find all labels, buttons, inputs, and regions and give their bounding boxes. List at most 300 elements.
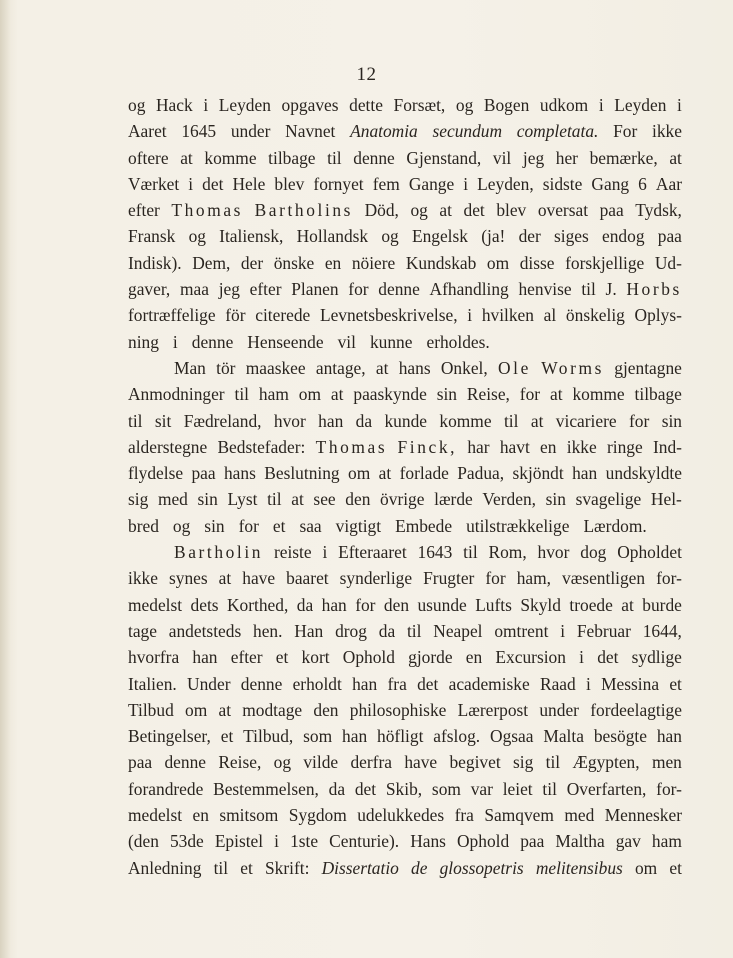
word: sydlige xyxy=(631,647,682,668)
word: skjöndt xyxy=(512,463,564,484)
word: at xyxy=(218,568,232,589)
word: Gjenstand, xyxy=(406,147,482,168)
word: medelst xyxy=(128,805,183,826)
word: hvorfra xyxy=(128,647,180,668)
word: Skrift: xyxy=(264,857,310,878)
word: baaret xyxy=(286,568,329,589)
word: denne xyxy=(164,752,206,773)
word: utilstrækkelige xyxy=(466,515,570,536)
word: Excursion xyxy=(495,647,566,668)
word: Onkel, xyxy=(440,357,488,378)
word: Levnetsbeskrivelse, xyxy=(319,305,458,326)
word: men xyxy=(651,752,682,773)
text-line xyxy=(128,802,682,828)
word: Aaret xyxy=(128,121,167,142)
spaced-name: Bartholin xyxy=(174,542,264,563)
word: paaskynde xyxy=(353,384,427,405)
word: Reise, xyxy=(218,752,262,773)
word: til xyxy=(503,410,519,431)
word: paa xyxy=(520,831,545,852)
word: jeg xyxy=(522,147,545,168)
word: Raad xyxy=(539,673,576,694)
word: Bestemmelsen, xyxy=(213,778,319,799)
word: at xyxy=(621,594,634,615)
text-line xyxy=(128,749,682,775)
word: Epistel xyxy=(214,831,264,852)
text-line xyxy=(128,92,682,118)
word: gjentagne xyxy=(614,357,682,378)
italic-word: Anatomia xyxy=(350,121,418,142)
word: ikke xyxy=(128,568,158,589)
spaced-name: Finck, xyxy=(397,436,458,457)
word: i xyxy=(467,305,473,326)
word: Beslutning xyxy=(264,463,340,484)
word: ham xyxy=(258,384,289,405)
word: at xyxy=(330,384,344,405)
word: da xyxy=(328,778,346,799)
word: paa xyxy=(128,752,153,773)
word: Italien. xyxy=(128,673,177,694)
word: dets xyxy=(190,594,219,615)
word: sin xyxy=(545,489,566,510)
word: til xyxy=(267,489,282,510)
word: det xyxy=(463,200,485,221)
spaced-name: Horbs xyxy=(626,279,682,300)
word: det xyxy=(597,647,619,668)
word: til xyxy=(234,384,250,405)
word: Under xyxy=(187,673,231,694)
word: Maltha xyxy=(555,831,605,852)
word: at xyxy=(180,147,193,168)
word: en xyxy=(324,252,342,273)
word: Gange xyxy=(408,173,455,194)
word: at xyxy=(218,699,232,720)
word: sig xyxy=(128,489,149,510)
word: Tydsk, xyxy=(635,200,682,221)
text-line xyxy=(128,223,682,249)
word: Navnet xyxy=(285,121,336,142)
word: en xyxy=(540,436,557,457)
word: den xyxy=(345,489,371,510)
word: det xyxy=(354,778,377,799)
word: Bogen xyxy=(483,95,530,115)
word: kunne xyxy=(369,331,413,352)
word: Embede xyxy=(395,515,453,536)
word: lærde xyxy=(434,489,473,510)
word: antage, xyxy=(315,357,366,378)
word: gjorde xyxy=(408,647,453,668)
word: Ud- xyxy=(654,252,682,273)
word: og xyxy=(172,515,191,536)
word: Tilbud, xyxy=(243,726,294,747)
word: til xyxy=(545,752,561,773)
word: Hans xyxy=(410,831,446,852)
word: ham, xyxy=(516,568,551,589)
word: et xyxy=(669,857,682,878)
word: philosophiske xyxy=(349,699,447,720)
text-line xyxy=(128,855,682,881)
word: ikke xyxy=(651,121,682,142)
word: Fransk xyxy=(128,226,176,247)
word: har xyxy=(467,436,490,457)
word: fra xyxy=(387,673,407,694)
word: maaskee xyxy=(245,357,306,378)
word: Frugter xyxy=(423,568,475,589)
word: synderlige xyxy=(339,568,413,589)
word: medelst xyxy=(128,594,183,615)
word: et xyxy=(240,857,253,878)
word: synes xyxy=(168,568,208,589)
word: opgaves xyxy=(281,95,339,115)
word: sig xyxy=(513,752,534,773)
word: at xyxy=(530,410,544,431)
word: det xyxy=(417,673,439,694)
word: et xyxy=(275,647,289,668)
word: og xyxy=(188,226,206,247)
text-line xyxy=(128,145,682,171)
word: væsentligen xyxy=(562,568,646,589)
word: til xyxy=(213,857,229,878)
word: vilde xyxy=(303,752,339,773)
italic-word: glossopetris xyxy=(439,857,524,878)
word: sin xyxy=(436,384,457,405)
word: Værket xyxy=(128,173,180,194)
word: hvor xyxy=(273,410,306,431)
word: Leyden xyxy=(218,95,271,115)
word: sit xyxy=(154,410,172,431)
word: denne xyxy=(378,279,420,300)
word: under xyxy=(230,121,271,142)
word: Skyld xyxy=(520,594,561,615)
text-line xyxy=(128,434,682,460)
word: blev xyxy=(496,200,527,221)
word: komme xyxy=(439,410,492,431)
word: Opholdet xyxy=(617,542,682,563)
word: at xyxy=(378,463,392,484)
word: i xyxy=(585,673,591,694)
word: til xyxy=(542,778,557,799)
word: erholdt xyxy=(292,673,342,694)
text-line xyxy=(128,539,682,565)
word: Skib, xyxy=(385,778,423,799)
spaced-name: Thomas xyxy=(171,200,244,221)
word: kunde xyxy=(384,410,427,431)
word: om xyxy=(298,384,322,405)
body-text xyxy=(128,92,682,881)
word: i xyxy=(203,95,209,115)
word: önskelig xyxy=(565,305,625,326)
word: Han xyxy=(294,620,324,641)
word: med xyxy=(157,489,188,510)
text-line xyxy=(128,565,682,591)
word: Afhandling xyxy=(429,279,509,300)
spaced-name: Bartholins xyxy=(254,200,354,221)
word: hans xyxy=(398,357,431,378)
word: have xyxy=(404,752,438,773)
word: han xyxy=(321,594,347,615)
text-line xyxy=(128,329,682,355)
word: i xyxy=(188,173,194,194)
page-gutter-shadow xyxy=(0,0,10,958)
text-line xyxy=(128,460,682,486)
word: der xyxy=(240,252,264,273)
word: efter xyxy=(249,279,282,300)
word: al xyxy=(543,305,557,326)
word: vil xyxy=(337,331,356,352)
word: bred xyxy=(128,515,159,536)
word: tage xyxy=(128,620,157,641)
word: sin xyxy=(661,410,682,431)
word: dette xyxy=(349,95,383,115)
word: derfra xyxy=(350,752,392,773)
word: Lyst xyxy=(227,489,258,510)
word: Dem, xyxy=(192,252,231,273)
word: Betingelser, xyxy=(128,726,211,747)
word: Hel- xyxy=(650,489,682,510)
word: han xyxy=(342,726,368,747)
word: han xyxy=(656,726,682,747)
word: Lærerpost xyxy=(457,699,529,720)
word: Neapel xyxy=(433,620,483,641)
word: 6 xyxy=(638,173,647,194)
word: Overfarten, xyxy=(566,778,647,799)
word: han xyxy=(192,647,218,668)
word: Korthed, xyxy=(226,594,289,615)
word: leiet xyxy=(502,778,533,799)
word: reiste xyxy=(273,542,312,563)
word: hvor xyxy=(537,542,570,563)
word: (den xyxy=(128,831,159,852)
word: og xyxy=(128,95,146,115)
word: höfligt xyxy=(377,726,424,747)
word: i xyxy=(463,173,469,194)
word: for- xyxy=(656,568,682,589)
spaced-name: Worms xyxy=(541,357,604,378)
word: om xyxy=(185,699,208,720)
word: ringe xyxy=(606,436,643,457)
word: et xyxy=(669,673,682,694)
word: Messina xyxy=(601,673,660,694)
word: Italiensk, xyxy=(219,226,284,247)
word: i xyxy=(579,647,584,668)
word: denne xyxy=(353,147,395,168)
word: Hollandsk xyxy=(296,226,369,247)
word: modtage xyxy=(242,699,303,720)
word: blev xyxy=(274,173,305,194)
word: begivet xyxy=(449,752,501,773)
word: i xyxy=(172,331,178,352)
word: Kundskab xyxy=(405,252,477,273)
word: fornyet xyxy=(313,173,364,194)
word: 53de xyxy=(169,831,204,852)
italic-word: de xyxy=(411,857,428,878)
word: troede xyxy=(569,594,613,615)
word: paa xyxy=(657,226,682,247)
word: vicariere xyxy=(555,410,617,431)
word: og xyxy=(410,200,428,221)
word: erholdes. xyxy=(426,331,490,352)
word: et xyxy=(272,515,286,536)
word: Centurie). xyxy=(329,831,400,852)
word: Död, xyxy=(364,200,399,221)
word: andetsteds xyxy=(168,620,242,641)
word: til xyxy=(128,410,143,431)
text-line xyxy=(128,697,682,723)
word: Lærdom. xyxy=(583,515,647,536)
word: Malta xyxy=(543,726,584,747)
word: udelukkedes xyxy=(357,805,445,826)
word: sin xyxy=(204,515,225,536)
word: Tilbud xyxy=(128,699,174,720)
word: denne xyxy=(191,331,234,352)
word: en xyxy=(192,805,209,826)
word: dog xyxy=(580,542,607,563)
word: Ægypten, xyxy=(572,752,640,773)
word: fem xyxy=(372,173,400,194)
word: for xyxy=(519,384,541,405)
word: for xyxy=(238,515,259,536)
word: i xyxy=(677,95,682,115)
word: for xyxy=(348,279,369,300)
word: Ophold xyxy=(457,831,510,852)
word: til xyxy=(581,279,596,300)
word: Forsæt, xyxy=(393,95,446,115)
word: en xyxy=(465,647,483,668)
word: oftere xyxy=(128,147,169,168)
word: smitsom xyxy=(219,805,279,826)
word: og xyxy=(273,752,292,773)
text-line xyxy=(128,355,682,381)
word: i xyxy=(322,542,328,563)
word: i xyxy=(598,95,604,115)
word: ikke xyxy=(566,436,597,457)
word: Ind- xyxy=(652,436,682,457)
word: Engelsk xyxy=(411,226,468,247)
word: for xyxy=(355,594,376,615)
text-line xyxy=(128,671,682,697)
word: svagelige xyxy=(575,489,642,510)
word: for xyxy=(485,568,506,589)
word: usunde xyxy=(417,594,467,615)
text-line xyxy=(128,723,682,749)
word: Aar xyxy=(655,173,682,194)
italic-word: melitensibus xyxy=(535,857,623,878)
text-line xyxy=(128,618,682,644)
word: alderstegne xyxy=(128,436,208,457)
word: Ogsaa xyxy=(490,726,534,747)
text-line xyxy=(128,302,682,328)
word: han xyxy=(318,410,344,431)
word: som xyxy=(431,778,461,799)
text-line xyxy=(128,828,682,854)
word: paa xyxy=(191,463,216,484)
word: disse xyxy=(519,252,555,273)
word: at xyxy=(669,147,682,168)
word: tilbage xyxy=(634,384,682,405)
page-number: 12 xyxy=(356,64,377,85)
word: gaver, xyxy=(128,279,171,300)
word: at xyxy=(291,489,304,510)
word: Hack xyxy=(156,95,193,115)
word: för xyxy=(225,305,246,326)
word: om xyxy=(634,857,658,878)
text-line xyxy=(128,118,682,144)
word: da xyxy=(355,410,373,431)
word: övrige xyxy=(380,489,425,510)
word: nöiere xyxy=(351,252,396,273)
word: i xyxy=(274,831,280,852)
word: Februar xyxy=(576,620,631,641)
word: Man xyxy=(174,357,206,378)
word: Bedstefader: xyxy=(217,436,306,457)
word: tilbage xyxy=(268,147,316,168)
word: var xyxy=(470,778,493,799)
text-line xyxy=(128,276,682,302)
word: om xyxy=(486,252,510,273)
word: Planen xyxy=(291,279,339,300)
word: det xyxy=(202,173,224,194)
word: endog xyxy=(602,226,645,247)
italic-word: secundum xyxy=(432,121,503,142)
text-line xyxy=(128,408,682,434)
word: Indisk). xyxy=(128,252,182,273)
word: Leyden xyxy=(614,95,667,115)
word: 1643 xyxy=(417,542,453,563)
word: 1644, xyxy=(642,620,682,641)
word: denne xyxy=(240,673,283,694)
word: fra xyxy=(454,805,474,826)
word: her xyxy=(555,147,578,168)
word: komme xyxy=(572,384,625,405)
word: den xyxy=(313,699,339,720)
word: hvilken xyxy=(481,305,534,326)
word: i xyxy=(560,620,566,641)
word: Sygdom xyxy=(288,805,347,826)
word: (ja! xyxy=(481,226,506,247)
word: fordeelagtige xyxy=(590,699,682,720)
spaced-name: Ole xyxy=(498,357,531,378)
word: at xyxy=(375,357,389,378)
word: forandrede xyxy=(128,778,204,799)
word: besögte xyxy=(593,726,647,747)
word: Efteraaret xyxy=(338,542,407,563)
word: udkom xyxy=(539,95,589,115)
word: drog xyxy=(335,620,367,641)
word: til xyxy=(463,542,478,563)
word: gav xyxy=(615,831,641,852)
word: komme xyxy=(204,147,257,168)
word: siges xyxy=(554,226,589,247)
word: Hele xyxy=(232,173,266,194)
word: Oplys- xyxy=(634,305,682,326)
word: omtrent xyxy=(494,620,549,641)
text-line xyxy=(128,513,682,539)
text-line xyxy=(128,644,682,670)
word: Leyden, xyxy=(477,173,534,194)
word: henvise xyxy=(518,279,572,300)
word: til xyxy=(406,620,422,641)
word: Gang xyxy=(591,173,630,194)
text-line xyxy=(128,250,682,276)
word: vigtigt xyxy=(335,515,382,536)
word: vil xyxy=(492,147,512,168)
word: bemærke, xyxy=(589,147,658,168)
word: have xyxy=(242,568,276,589)
word: maa xyxy=(180,279,209,300)
italic-word: Dissertatio xyxy=(321,857,399,878)
word: til xyxy=(327,147,342,168)
word: den xyxy=(383,594,410,615)
